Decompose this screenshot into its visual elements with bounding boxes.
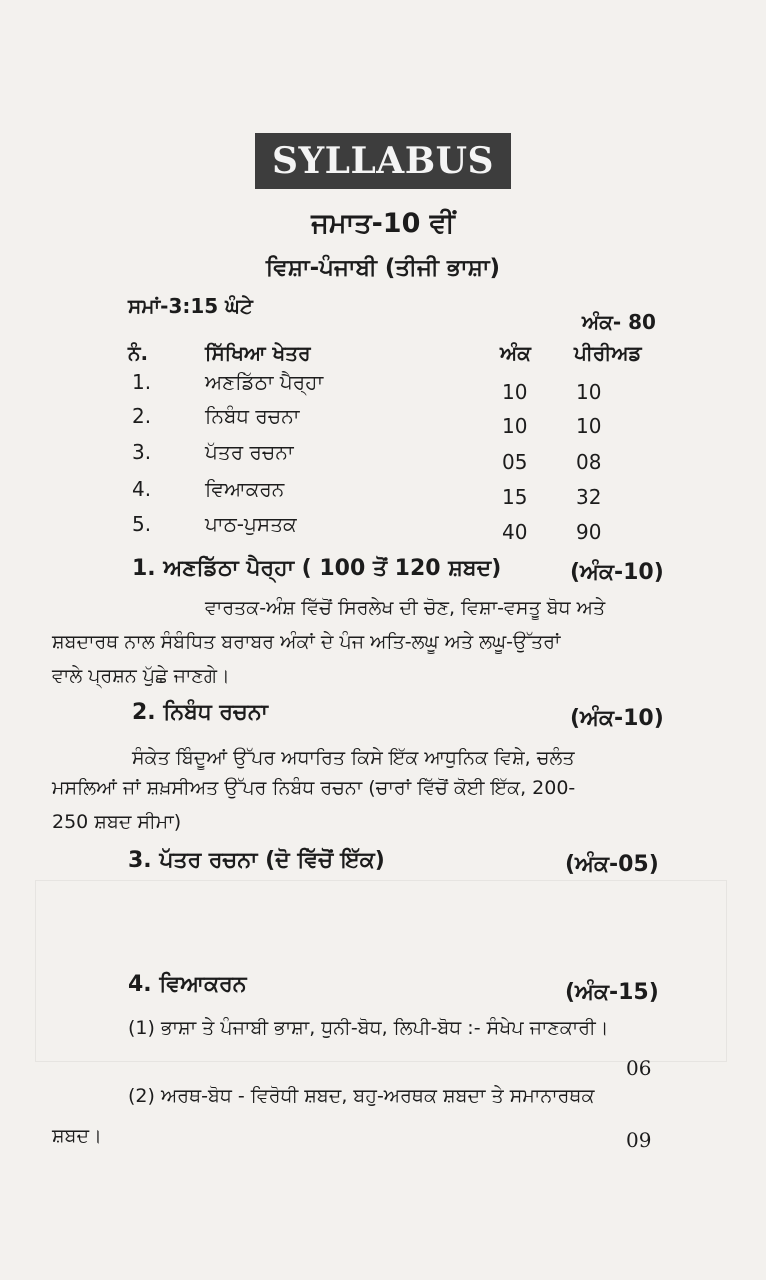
section-2-marks: (ਅੰਕ-10) (570, 706, 664, 731)
section-2-line-3: 250 ਸ਼ਬਦ ਸੀਮਾ) (52, 811, 182, 833)
row-marks: 10 (502, 380, 528, 404)
subject-title: ਵਿਸ਼ਾ-ਪੰਜਾਬੀ (ਤੀਜੀ ਭਾਸ਼ਾ) (265, 255, 501, 281)
row-marks: 05 (502, 450, 528, 474)
total-marks: ਅੰਕ- 80 (582, 310, 656, 334)
section-2-line-1: ਸੰਕੇਤ ਬਿੰਦੂਆਂ ਉੱਪਰ ਅਧਾਰਿਤ ਕਿਸੇ ਇੱਕ ਆਧੁਨਿਕ ਵਿਸ਼ੇ, ਚਲੰਤ (132, 747, 575, 769)
row-area: ਪਾਠ-ਪੁਸਤਕ (205, 512, 297, 536)
grammar-item-2-cont: ਸ਼ਬਦ। (52, 1125, 102, 1147)
section-1-line-3: ਵਾਲੇ ਪ੍ਰਸ਼ਨ ਪੁੱਛੇ ਜਾਣਗੇ। (52, 665, 230, 687)
section-2-heading: 2. ਨਿਬੰਧ ਰਚਨਾ (132, 700, 268, 725)
syllabus-banner: SYLLABUS (255, 133, 511, 189)
section-4-marks: (ਅੰਕ-15) (565, 980, 659, 1005)
row-no: 2. (132, 404, 152, 428)
section-3-marks: (ਅੰਕ-05) (565, 852, 659, 877)
time-allowed: ਸਮਾਂ-3:15 ਘੰਟੇ (128, 294, 253, 318)
section-1-heading: 1. ਅਣਡਿੱਠਾ ਪੈਰ੍ਹਾ ( 100 ਤੋਂ 120 ਸ਼ਬਦ) (132, 556, 502, 581)
row-no: 1. (132, 370, 152, 394)
table-row (0, 370, 766, 404)
header-periods: ਪੀਰੀਅਡ (574, 341, 642, 365)
row-no: 3. (132, 440, 152, 464)
header-area: ਸਿੱਖਿਆ ਖੇਤਰ (205, 341, 311, 365)
row-no: 4. (132, 477, 152, 501)
grammar-item-1: (1) ਭਾਸ਼ਾ ਤੇ ਪੰਜਾਬੀ ਭਾਸ਼ਾ, ਧੁਨੀ-ਬੋਧ, ਲਿਪੀ-ਬੋਧ :- ਸੰਖੇਪ ਜਾਣਕਾਰੀ। (128, 1017, 609, 1039)
section-1-marks: (ਅੰਕ-10) (570, 560, 664, 585)
grammar-item-1-periods: 06 (626, 1056, 652, 1080)
row-periods: 10 (576, 380, 602, 404)
section-4-heading: 4. ਵਿਆਕਰਨ (128, 972, 247, 997)
class-title: ਜਮਾਤ-10 ਵੀਂ (311, 208, 455, 239)
header-no: ਨੰ. (128, 341, 149, 365)
row-marks: 10 (502, 414, 528, 438)
section-3-heading: 3. ਪੱਤਰ ਰਚਨਾ (ਦੋ ਵਿੱਚੋਂ ਇੱਕ) (128, 848, 385, 873)
row-periods: 90 (576, 520, 602, 544)
header-marks: ਅੰਕ (500, 341, 531, 365)
table-row (0, 440, 766, 474)
table-row (0, 477, 766, 507)
table-row (0, 404, 766, 438)
row-periods: 08 (576, 450, 602, 474)
row-periods: 32 (576, 485, 602, 509)
row-marks: 15 (502, 485, 528, 509)
row-area: ਵਿਆਕਰਨ (205, 477, 285, 501)
row-area: ਨਿਬੰਧ ਰਚਨਾ (205, 404, 300, 428)
section-1-line-2: ਸ਼ਬਦਾਰਥ ਨਾਲ ਸੰਬੰਧਿਤ ਬਰਾਬਰ ਅੰਕਾਂ ਦੇ ਪੰਜ ਅਤਿ-ਲਘੂ ਅਤੇ ਲਘੂ-ਉੱਤਰਾਂ (52, 631, 561, 653)
section-1-line-1: ਵਾਰਤਕ-ਅੰਸ਼ ਵਿੱਚੋਂ ਸਿਰਲੇਖ ਦੀ ਚੋਣ, ਵਿਸ਼ਾ-ਵਸਤੂ ਬੋਧ ਅਤੇ (205, 597, 606, 619)
row-area: ਪੱਤਰ ਰਚਨਾ (205, 440, 294, 464)
section-2-line-2: ਮਸਲਿਆਂ ਜਾਂ ਸ਼ਖ਼ਸੀਅਤ ਉੱਪਰ ਨਿਬੰਧ ਰਚਨਾ (ਚਾਰਾਂ ਵਿੱਚੋਂ ਕੋਈ ਇੱਕ, 200- (52, 777, 576, 799)
row-no: 5. (132, 512, 152, 536)
grammar-item-2: (2) ਅਰਥ-ਬੋਧ - ਵਿਰੋਧੀ ਸ਼ਬਦ, ਬਹੁ-ਅਰਥਕ ਸ਼ਬਦਾ ਤੇ ਸਮਾਨਾਰਥਕ (128, 1085, 595, 1107)
table-row (0, 512, 766, 542)
row-marks: 40 (502, 520, 528, 544)
row-area: ਅਣਡਿੱਠਾ ਪੈਰ੍ਹਾ (205, 370, 324, 394)
grammar-item-2-periods: 09 (626, 1128, 652, 1152)
row-periods: 10 (576, 414, 602, 438)
